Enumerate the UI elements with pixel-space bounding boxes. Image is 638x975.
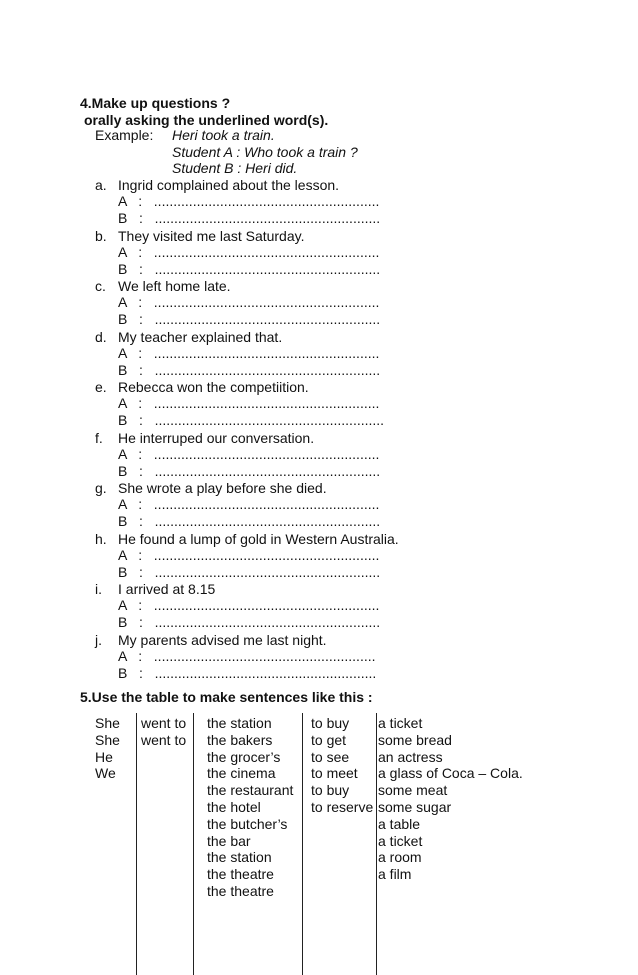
item-letter: i. bbox=[95, 581, 102, 597]
table-purpose-cell: to buy bbox=[311, 715, 350, 731]
table-object-cell: a ticket bbox=[378, 833, 423, 849]
example-label: Example: bbox=[95, 127, 154, 143]
table-object-cell: an actress bbox=[378, 749, 443, 765]
item-sentence: My teacher explained that. bbox=[118, 329, 283, 345]
example-sentence: Heri took a train. bbox=[172, 127, 275, 143]
item-letter: e. bbox=[95, 379, 107, 395]
answer-line-a: A : .......................................................... bbox=[118, 496, 380, 512]
item-letter: d. bbox=[95, 329, 107, 345]
item-letter: c. bbox=[95, 278, 106, 294]
answer-line-a: A : ......................................................... bbox=[118, 648, 376, 664]
answer-line-b: B : .......................................................... bbox=[118, 311, 381, 327]
answer-line-a: A : .......................................................... bbox=[118, 345, 380, 361]
answer-line-a: A : .......................................................... bbox=[118, 597, 380, 613]
answer-line-b: B : .......................................................... bbox=[118, 261, 381, 277]
table-purpose-cell: to buy bbox=[311, 782, 350, 798]
item-sentence: We left home late. bbox=[118, 278, 231, 294]
answer-line-a: A : .......................................................... bbox=[118, 193, 380, 209]
table-place-cell: the bar bbox=[207, 833, 251, 849]
example-student-a: Student A : Who took a train ? bbox=[172, 144, 358, 160]
table-place-cell: the butcher’s bbox=[207, 816, 288, 832]
table-place-cell: the station bbox=[207, 715, 272, 731]
table-subject-cell: He bbox=[95, 749, 113, 765]
item-sentence: They visited me last Saturday. bbox=[118, 228, 305, 244]
answer-line-a: A : .......................................................... bbox=[118, 547, 380, 563]
table-object-cell: a glass of Coca – Cola. bbox=[378, 765, 523, 781]
table-object-cell: a room bbox=[378, 849, 422, 865]
item-sentence: Ingrid complained about the lesson. bbox=[118, 177, 340, 193]
table-object-cell: a film bbox=[378, 866, 412, 882]
table-place-cell: the theatre bbox=[207, 883, 274, 899]
item-letter: f. bbox=[95, 430, 103, 446]
table-subject-cell: She bbox=[95, 732, 120, 748]
table-subject-cell: She bbox=[95, 715, 120, 731]
example-student-b: Student B : Heri did. bbox=[172, 160, 298, 176]
item-sentence: My parents advised me last night. bbox=[118, 632, 327, 648]
table-place-cell: the cinema bbox=[207, 765, 276, 781]
table-object-cell: a table bbox=[378, 816, 421, 832]
answer-line-b: B : .......................................................... bbox=[118, 564, 381, 580]
answer-line-a: A : .......................................................... bbox=[118, 294, 380, 310]
answer-line-a: A : .......................................................... bbox=[118, 446, 380, 462]
section4-heading-line2: orally asking the underlined word(s). bbox=[84, 112, 329, 128]
answer-line-b: B : ........................................................... bbox=[118, 412, 385, 428]
answer-line-b: B : .......................................................... bbox=[118, 362, 381, 378]
table-place-cell: the restaurant bbox=[207, 782, 294, 798]
item-sentence: Rebecca won the competiition. bbox=[118, 379, 309, 395]
table-divider-4 bbox=[376, 713, 377, 975]
table-purpose-cell: to get bbox=[311, 732, 347, 748]
table-verb-cell: went to bbox=[141, 715, 187, 731]
table-place-cell: the theatre bbox=[207, 866, 274, 882]
table-object-cell: a ticket bbox=[378, 715, 423, 731]
item-sentence: She wrote a play before she died. bbox=[118, 480, 327, 496]
table-object-cell: some bread bbox=[378, 732, 452, 748]
table-divider-3 bbox=[302, 713, 303, 975]
table-place-cell: the hotel bbox=[207, 799, 261, 815]
table-purpose-cell: to meet bbox=[311, 765, 358, 781]
answer-line-b: B : .......................................................... bbox=[118, 614, 381, 630]
item-sentence: He found a lump of gold in Western Australia. bbox=[118, 531, 399, 547]
item-sentence: I arrived at 8.15 bbox=[118, 581, 216, 597]
item-letter: b. bbox=[95, 228, 107, 244]
table-subject-cell: We bbox=[95, 765, 116, 781]
table-place-cell: the station bbox=[207, 849, 272, 865]
table-object-cell: some sugar bbox=[378, 799, 452, 815]
item-letter: h. bbox=[95, 531, 107, 547]
answer-line-b: B : .......................................................... bbox=[118, 463, 381, 479]
answer-line-b: B : .......................................................... bbox=[118, 513, 381, 529]
table-place-cell: the grocer’s bbox=[207, 749, 281, 765]
table-divider-1 bbox=[136, 713, 137, 975]
table-verb-cell: went to bbox=[141, 732, 187, 748]
table-divider-2 bbox=[193, 713, 194, 975]
section4-heading-line1: 4.Make up questions ? bbox=[80, 95, 231, 111]
table-object-cell: some meat bbox=[378, 782, 448, 798]
table-purpose-cell: to see bbox=[311, 749, 350, 765]
answer-line-b: B : .......................................................... bbox=[118, 210, 381, 226]
item-letter: j. bbox=[95, 632, 102, 648]
section5-heading: 5.Use the table to make sentences like this : bbox=[80, 689, 373, 705]
item-sentence: He interruped our conversation. bbox=[118, 430, 315, 446]
answer-line-a: A : .......................................................... bbox=[118, 244, 380, 260]
table-purpose-cell: to reserve bbox=[311, 799, 374, 815]
table-place-cell: the bakers bbox=[207, 732, 273, 748]
item-letter: a. bbox=[95, 177, 107, 193]
answer-line-b: B : ......................................................... bbox=[118, 665, 377, 681]
answer-line-a: A : .......................................................... bbox=[118, 395, 380, 411]
item-letter: g. bbox=[95, 480, 107, 496]
